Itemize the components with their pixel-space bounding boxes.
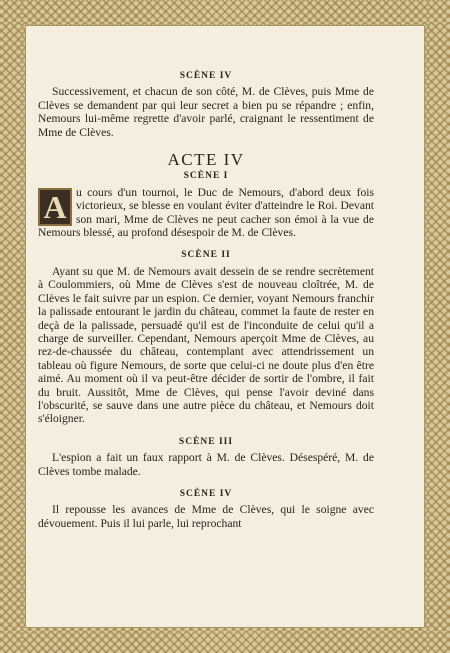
scene-text: Successivement, et chacun de son côté, M. de Clèves, puis Mme de Clèves se demandent par qui leur secret a bien pu se répandre ; enfin, Nemours lui-même regrette d'avoir parlé, craignant le ressentiment de Mme de Clèves. — [38, 85, 374, 139]
scene-title: SCÈNE III — [178, 436, 234, 447]
page-content — [38, 70, 374, 540]
scene-iv-first — [38, 70, 374, 139]
scene-title: SCÈNE I — [183, 171, 229, 182]
scene-ii — [38, 249, 374, 425]
scene-text: Ayant su que M. de Nemours avait dessein de se rendre secrètement à Coulommiers, où Mme de Clèves s'est de nouveau cloîtrée, M. de Clèves le fait suivre par un espion. Ce dernier, voyant Nemours franchir la palissade entourant le jardin du château, commet la faute de rester en deçà de la palissade, persuadé qu'il est de l'inconduite de celui qu'il a charge de surveiller. Cependant, Nemours aperçoit Mme de Clèves, au rez-de-chaussée du château, contemplant avec attendrissement un tableau où figure Nemours, de sorte que celui-ci ne doute plus d'en être aimé. Au moment où il va peut-être décider de sortir de l'ombre, il fait du bruit. Aussitôt, Mme de Clèves, qui pense l'avoir deviné dans l'obscurité, se sauve dans une autre pièce du château, et Nemours doit s'éloigner. — [38, 264, 374, 426]
scene-i — [38, 170, 374, 239]
scene-text-wrapper — [38, 186, 374, 240]
act-title: ACTE IV — [167, 150, 245, 170]
scene-iv-second — [38, 488, 374, 530]
drop-cap-letter: A — [38, 188, 72, 226]
scene-text: u cours d'un tournoi, le Duc de Nemours, d'abord deux fois victorieux, se blesse en voulant éviter d'atteindre le Roi. Devant son mari, Mme de Clèves ne peut cacher son émoi à la vue de Nemours blessé, au profond désespoir de M. de Clèves. — [38, 185, 374, 240]
scene-text: Il repousse les avances de Mme de Clèves, qui le soigne avec dévouement. Puis il lui parle, lui reprochant — [38, 503, 374, 530]
scene-text: L'espion a fait un faux rapport à M. de Clèves. Désespéré, M. de Clèves tombe malade. — [38, 451, 374, 478]
scene-title: SCÈNE IV — [179, 71, 233, 81]
scene-title: SCÈNE IV — [179, 488, 233, 499]
scene-iii — [38, 436, 374, 478]
scene-title: SCÈNE II — [181, 250, 231, 261]
